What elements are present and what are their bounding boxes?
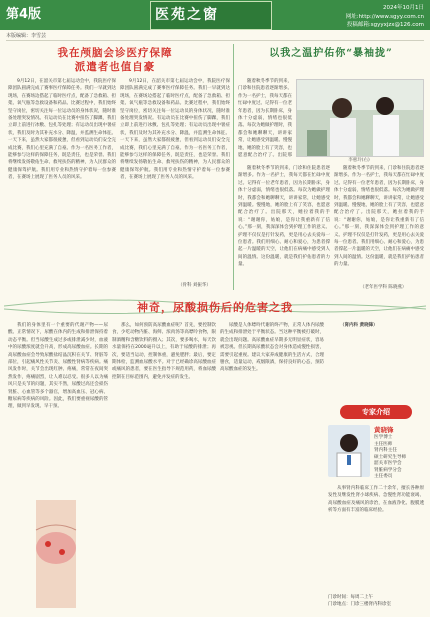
section2-headline: 神奇，尿酸损伤后的危害之我 [137,301,293,314]
article1-body-col1: 9月12日，在韶关市第七届运动会中，我院医疗保障团队圆满完成了赛事医疗保障任务。我们一早就到达现场，在赛场边搭起了临时医疗点，配备了急救箱、担架、氧气瓶等急救设备和药品。比赛过程中，我们始终坚守岗位，密切关注每一位运动员的身体状况，随时准备处理突发情况。有运动员在比赛中扭伤了脚踝，我们立即上前进行冰敷、包扎等处理；有运动员出现中暑症状，我们及时为其补充水分、降温，并监测生命体征。一天下来，虽然大家都很疲惫，但看到运动员们安全完成比赛，我们心里充满了自豪。作为一名医务工作者，能够参与这样的保障任务，既是责任，也是荣誉。我们将继续发扬敬佑生命、救死扶伤的精神，为人民群众的健康保驾护航。我们用专业和热情守护着每一位参赛者，在赛场上展现了医务人员的风采。 [8,79,116,181]
article3-body-col3: 尿酸是人体嘌呤代谢的终产物，正常人体内尿酸的生成和排泄处于平衡状态。当这种平衡被打破时，就会出现问题。高尿酸血症早期多无明显症状，容易被忽视。但长期高尿酸状态会对身体造成慢性损害，需要引起重视。建议大家养成健康的生活方式，合理膳食，适量运动，戒烟限酒，保持良好的心态，预防高尿酸血症的发生。 [220,323,324,373]
article2-body-col2: 随着秋冬季节的到来，门诊和住院患者逐渐增多。作为一名护士，我每天都在忙碌中度过。记得有一位老年患者，因为长期卧床，身体十分虚弱，情绪也很低落。每次为她做护理时，我都会和她聊聊天，讲讲家常，让她感受到温暖。慢慢地，她的脸上有了笑容，也愿意配合治疗了。出院那天，她拉着我的手说：“谢谢你，姑娘，是你让我重新有了信心。”那一刻，我深深体会到护理工作的意义。护理不仅仅是打针发药，更是用心去关爱每一位患者。我们用细心、耐心和爱心，为患者撑起一片温暖的天空，让他们在病痛中感受到人间的温情。这份温暖，就是我们护佑患者的力量。 [334,166,424,268]
expert-name: 黄晓锋 [374,426,394,434]
article3-body-col1: 我们的身体里有一个重要的代谢产物——尿酸。正常情况下，尿酸在体内的生成和排泄保持着动态平衡。但当尿酸生成过多或排泄减少时，血液中的尿酸浓度就会升高，形成高尿酸血症。长期的高尿酸血症会导致尿酸盐结晶沉积在关节、肾脏等部位，引起痛风性关节炎、尿酸性肾病等疾病。痛风发作时，关节会出现红肿、疼痛，常常在夜间突然发作，疼痛剧烈，让人难以忍受。很多人以为痛风只是关节的问题，其实不然，尿酸过高还会损伤肾脏、心血管等多个器官，增加高血压、冠心病、糖尿病等疾病的风险。因此，我们要重视尿酸的管理，做到早发现、早干预。 [8,323,108,410]
article1-author: （骨科 刘振华） [178,283,211,288]
editor-line [6,32,424,41]
expert-title: 专家介绍 [362,408,390,416]
doctor-avatar [328,425,370,477]
article2-body-intro: 随着秋冬季节的到来，门诊和住院患者逐渐增多。作为一名护士，我每天都在忙碌中度过。记得有一位老年患者，因为长期卧床，身体十分虚弱，情绪也很低落。每次为她做护理时，我都会和她聊聊天，讲讲家常，让她感受到温暖。慢慢地，她的脸上有了笑容，也愿意配合治疗了。出院那 [238,79,292,158]
expert-box [328,405,424,615]
expert-header: （肾内科 黄晓锋） [340,323,378,328]
article1-headline-line1: 我在颅脑会诊医疗保障 [57,47,173,59]
page-header [0,0,430,30]
article1-headline-line2: 派遣者也值自豪 [74,61,156,73]
editor: 本版编辑：李雪芸 [6,33,47,39]
article2-body-col1: 随着秋冬季节的到来，门诊和住院患者逐渐增多。作为一名护士，我每天都在忙碌中度过。记得有一位老年患者，因为长期卧床，身体十分虚弱，情绪也很低落。每次为她做护理时，我都会和她聊聊天，讲讲家常，让她感受到温暖。慢慢地，她的脸上有了笑容，也愿意配合治疗了。出院那天，她拉着我的手说：“谢谢你，姑娘，是你让我重新有了信心。”那一刻，我深深体会到护理工作的意义。护理不仅仅是打针发药，更是用心去关爱每一位患者。我们用细心、耐心和爱心，为患者撑起一片温暖的天空，让他们在病痛中感受到人间的温情。这份温暖，就是我们护佑患者的力量。 [238,166,330,268]
article1-body-col2: 9月12日，在韶关市第七届运动会中，我院医疗保障团队圆满完成了赛事医疗保障任务。我们一早就到达现场，在赛场边搭起了临时医疗点，配备了急救箱、担架、氧气瓶等急救设备和药品。比赛过程中，我们始终坚守岗位，密切关注每一位运动员的身体状况，随时准备处理突发情况。有运动员在比赛中扭伤了脚踝，我们立即上前进行冰敷、包扎等处理；有运动员出现中暑症状，我们及时为其补充水分、降温，并监测生命体征。一天下来，虽然大家都很疲惫，但看到运动员们安全完成比赛，我们心里充满了自豪。作为一名医务工作者，能够参与这样的保障任务，既是责任，也是荣誉。我们将继续发扬敬佑生命、救死扶伤的精神，为人民群众的健康保驾护航。我们用专业和热情守护着每一位参赛者，在赛场上展现了医务人员的风采。 [120,79,230,181]
column-divider [233,44,234,290]
article2-author: （老年医学科 陈晓燕） [360,285,407,290]
expert-clinic: 门诊时间：每周二上午 门诊地点：门诊三楼肾内科诊室 [328,595,391,607]
email: 投稿邮箱:sgyyxjzx@126.com [346,22,424,28]
website: 网址:http://www.sgyy.com.cn [345,14,424,20]
joint-illustration [6,500,100,608]
issue-date: 2024年10月1日 [383,5,424,11]
article2-headline: 以我之温护佑你“暴袖拢” [269,48,393,59]
page-number: 第4版 [6,7,42,22]
photo-caption: 李惠玲(右) [348,158,370,163]
portrait-photo [296,79,424,157]
article3-body-col2: 那么，如何预防高尿酸血症呢？首先，要控制饮食，少吃动物内脏、海鲜、浓肉汤等高嘌呤食物，限制酒精和含糖饮料的摄入；其次，要多喝水，每天饮水量保持在2000毫升以上，有助于尿酸的排泄；再次，要适当运动，控制体重，避免肥胖；最后，要定期体检，监测血尿酸水平。对于已经确诊高尿酸血症或痛风的患者，要在医生指导下规范用药，将血尿酸控制在目标范围内，避免并发症的发生。 [112,323,216,380]
expert-credentials: 医学博士 主任医师 肾内科主任 硕士研究生导师 韶关市医学会 肾脏病学分会 主任委员 [374,435,407,479]
expert-bio: 从事肾内科临床工作二十余年，擅长各种原发性及继发性肾小球疾病、急慢性肾功能衰竭、高尿酸血症及痛风的诊治，在血液净化、腹膜透析等方面有丰富的临床经验。 [328,486,424,514]
banner-title: 医苑之窗 [155,7,219,23]
